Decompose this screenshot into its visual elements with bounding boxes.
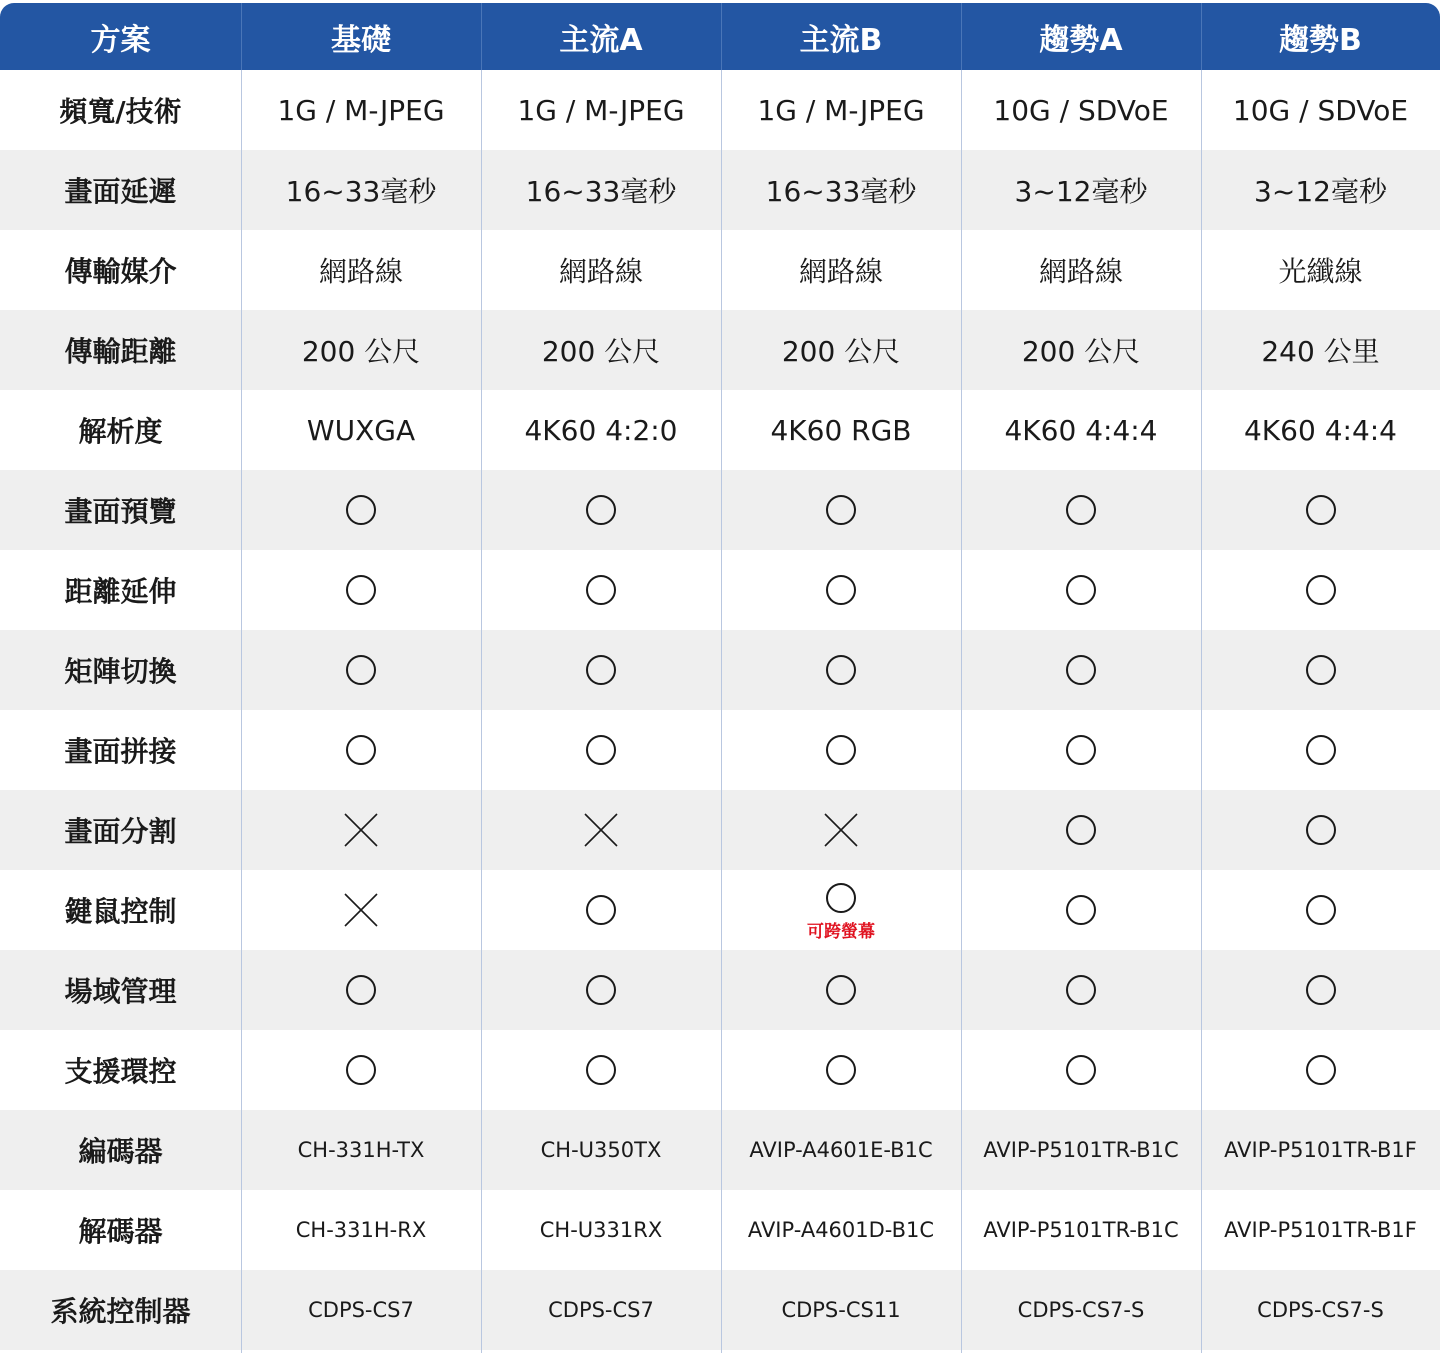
table-cell: 240 公里 [1261,335,1380,368]
table-row [0,1190,1440,1270]
header-divider [1201,3,1202,70]
circle-yes-icon [346,1055,376,1085]
table-cell [961,950,1201,1030]
table-cell: 16~33毫秒 [525,175,677,208]
row-label: 畫面拼接 [64,735,177,768]
table-header [0,3,1440,70]
table-cell [481,870,721,950]
table-cell: 1G / M-JPEG [277,93,445,127]
table-cell: 網路線 [798,255,883,288]
header-corner-label: 方案 [90,22,151,58]
circle-yes-icon [1306,975,1336,1005]
table-cell [241,630,481,710]
table-cell: 3~12毫秒 [1254,175,1387,208]
column-divider [1201,70,1202,1353]
cross-no-icon [344,813,378,847]
header-divider [481,3,482,70]
row-label: 解析度 [78,415,163,448]
circle-yes-icon [346,975,376,1005]
circle-yes-icon [586,1055,616,1085]
table-cell [1201,950,1440,1030]
table-cell [721,870,961,950]
table-cell: CH-U331RX [539,1218,663,1242]
table-cell [721,790,961,870]
table-cell [961,790,1201,870]
cross-no-icon [584,813,618,847]
table-cell: 1G / M-JPEG [517,93,685,127]
table-cell [481,630,721,710]
circle-yes-icon [1066,975,1096,1005]
circle-yes-icon [586,655,616,685]
table-cell: 16~33毫秒 [765,175,917,208]
table-row [0,150,1440,230]
table-cell [241,1030,481,1110]
table-cell: 網路線 [318,255,403,288]
circle-yes-icon [1066,1055,1096,1085]
table-cell: CDPS-CS7-S [1257,1298,1384,1322]
circle-yes-icon [1066,815,1096,845]
cross-no-icon [824,813,858,847]
circle-yes-icon [826,1055,856,1085]
table-cell: 16~33毫秒 [285,175,437,208]
row-label: 傳輸媒介 [64,255,177,288]
circle-yes-icon [826,655,856,685]
table-row [0,310,1440,390]
table-cell [961,630,1201,710]
table-row [0,470,1440,550]
circle-yes-icon [586,495,616,525]
circle-yes-icon [1306,655,1336,685]
table-cell: 1G / M-JPEG [757,93,925,127]
table-cell: AVIP-P5101TR-B1C [983,1138,1179,1162]
table-cell [481,710,721,790]
table-cell [721,470,961,550]
circle-yes-icon [586,735,616,765]
row-label: 支援環控 [64,1055,177,1088]
table-cell [721,630,961,710]
table-cell [721,950,961,1030]
circle-yes-icon [1066,735,1096,765]
row-label: 畫面分割 [64,815,177,848]
table-cell: CDPS-CS7 [308,1298,414,1322]
circle-yes-icon [826,575,856,605]
table-cell [961,710,1201,790]
row-label: 鍵鼠控制 [64,895,177,928]
table-cell: 4K60 4:4:4 [1004,413,1158,447]
table-cell: 網路線 [1038,255,1123,288]
circle-yes-icon [826,975,856,1005]
table-cell: CDPS-CS7 [548,1298,654,1322]
circle-yes-icon [346,655,376,685]
circle-yes-icon [1066,655,1096,685]
table-row [0,70,1440,150]
row-label: 畫面預覽 [64,495,177,528]
row-label: 頻寬/技術 [59,95,182,128]
table-cell [241,470,481,550]
table-cell [961,870,1201,950]
cross-screen-note: 可跨螢幕 [807,921,875,942]
table-cell [481,790,721,870]
circle-yes-icon [586,575,616,605]
table-row [0,630,1440,710]
table-cell [961,470,1201,550]
table-cell: WUXGA [306,413,416,447]
table-cell: CH-U350TX [540,1138,662,1162]
table-cell: CDPS-CS11 [781,1298,901,1322]
table-cell: 網路線 [558,255,643,288]
table-cell [1201,790,1440,870]
circle-yes-icon [826,883,856,913]
circle-yes-icon [586,975,616,1005]
circle-yes-icon [1306,495,1336,525]
table-cell [241,790,481,870]
table-cell: AVIP-A4601E-B1C [749,1138,933,1162]
table-cell [1201,630,1440,710]
row-label: 系統控制器 [50,1295,191,1328]
table-row [0,1270,1440,1350]
table-cell [481,950,721,1030]
circle-yes-icon [1066,575,1096,605]
row-label: 距離延伸 [64,575,177,608]
circle-yes-icon [1306,1055,1336,1085]
table-row [0,1110,1440,1190]
row-label: 編碼器 [78,1135,163,1168]
table-cell [1201,550,1440,630]
circle-yes-icon [346,495,376,525]
table-cell [481,470,721,550]
table-cell [241,950,481,1030]
table-cell [721,550,961,630]
table-cell [961,550,1201,630]
circle-yes-icon [346,735,376,765]
table-row [0,950,1440,1030]
circle-yes-icon [586,895,616,925]
table-cell: 10G / SDVoE [1232,93,1409,127]
row-label: 場域管理 [64,975,177,1008]
header-column-4: 趨勢A [1039,22,1123,58]
table-cell: AVIP-P5101TR-B1F [1224,1138,1417,1162]
circle-yes-icon [1066,895,1096,925]
table-cell [241,550,481,630]
table-cell [481,550,721,630]
table-cell [721,710,961,790]
table-cell: 4K60 RGB [770,413,912,447]
table-row [0,1030,1440,1110]
table-row [0,550,1440,630]
row-label: 畫面延遲 [64,175,177,208]
table-cell: CH-331H-RX [295,1218,427,1242]
circle-yes-icon [826,735,856,765]
circle-yes-icon [1066,495,1096,525]
column-divider [241,70,242,1353]
table-cell: 光纖線 [1278,255,1363,288]
header-divider [721,3,722,70]
table-row [0,710,1440,790]
circle-yes-icon [826,495,856,525]
row-label: 解碼器 [78,1215,163,1248]
table-cell [721,1030,961,1110]
table-cell: 200 公尺 [541,335,661,368]
table-cell: AVIP-P5101TR-B1C [983,1218,1179,1242]
table-cell: 3~12毫秒 [1014,175,1148,208]
header-divider [961,3,962,70]
table-cell: CH-331H-TX [297,1138,425,1162]
table-cell: 200 公尺 [781,335,901,368]
table-cell [241,870,481,950]
table-row [0,790,1440,870]
table-cell [1201,470,1440,550]
circle-yes-icon [1306,815,1336,845]
circle-yes-icon [346,575,376,605]
header-divider [241,3,242,70]
table-cell [241,710,481,790]
table-cell: 4K60 4:4:4 [1243,413,1397,447]
table-cell [1201,710,1440,790]
circle-yes-icon [1306,895,1336,925]
table-cell [481,1030,721,1110]
header-column-2: 主流A [559,22,643,58]
cross-no-icon [344,893,378,927]
table-cell: 200 公尺 [1021,335,1141,368]
row-label: 傳輸距離 [64,335,177,368]
header-column-5: 趨勢B [1279,22,1362,58]
table-cell: AVIP-P5101TR-B1F [1224,1218,1417,1242]
table-cell [1201,870,1440,950]
table-cell: CDPS-CS7-S [1017,1298,1145,1322]
table-cell: 10G / SDVoE [993,93,1169,127]
header-column-3: 主流B [799,22,883,58]
row-label: 矩陣切換 [64,655,177,688]
table-cell: 200 公尺 [301,335,421,368]
table-cell [1201,1030,1440,1110]
table-row [0,870,1440,950]
column-divider [481,70,482,1353]
table-cell [961,1030,1201,1110]
table-cell: 4K60 4:2:0 [524,413,678,447]
table-row [0,230,1440,310]
header-column-1: 基礎 [331,22,391,58]
circle-yes-icon [1306,735,1336,765]
circle-yes-icon [1306,575,1336,605]
column-divider [961,70,962,1353]
table-cell: AVIP-A4601D-B1C [747,1218,935,1242]
column-divider [721,70,722,1353]
table-row [0,390,1440,470]
